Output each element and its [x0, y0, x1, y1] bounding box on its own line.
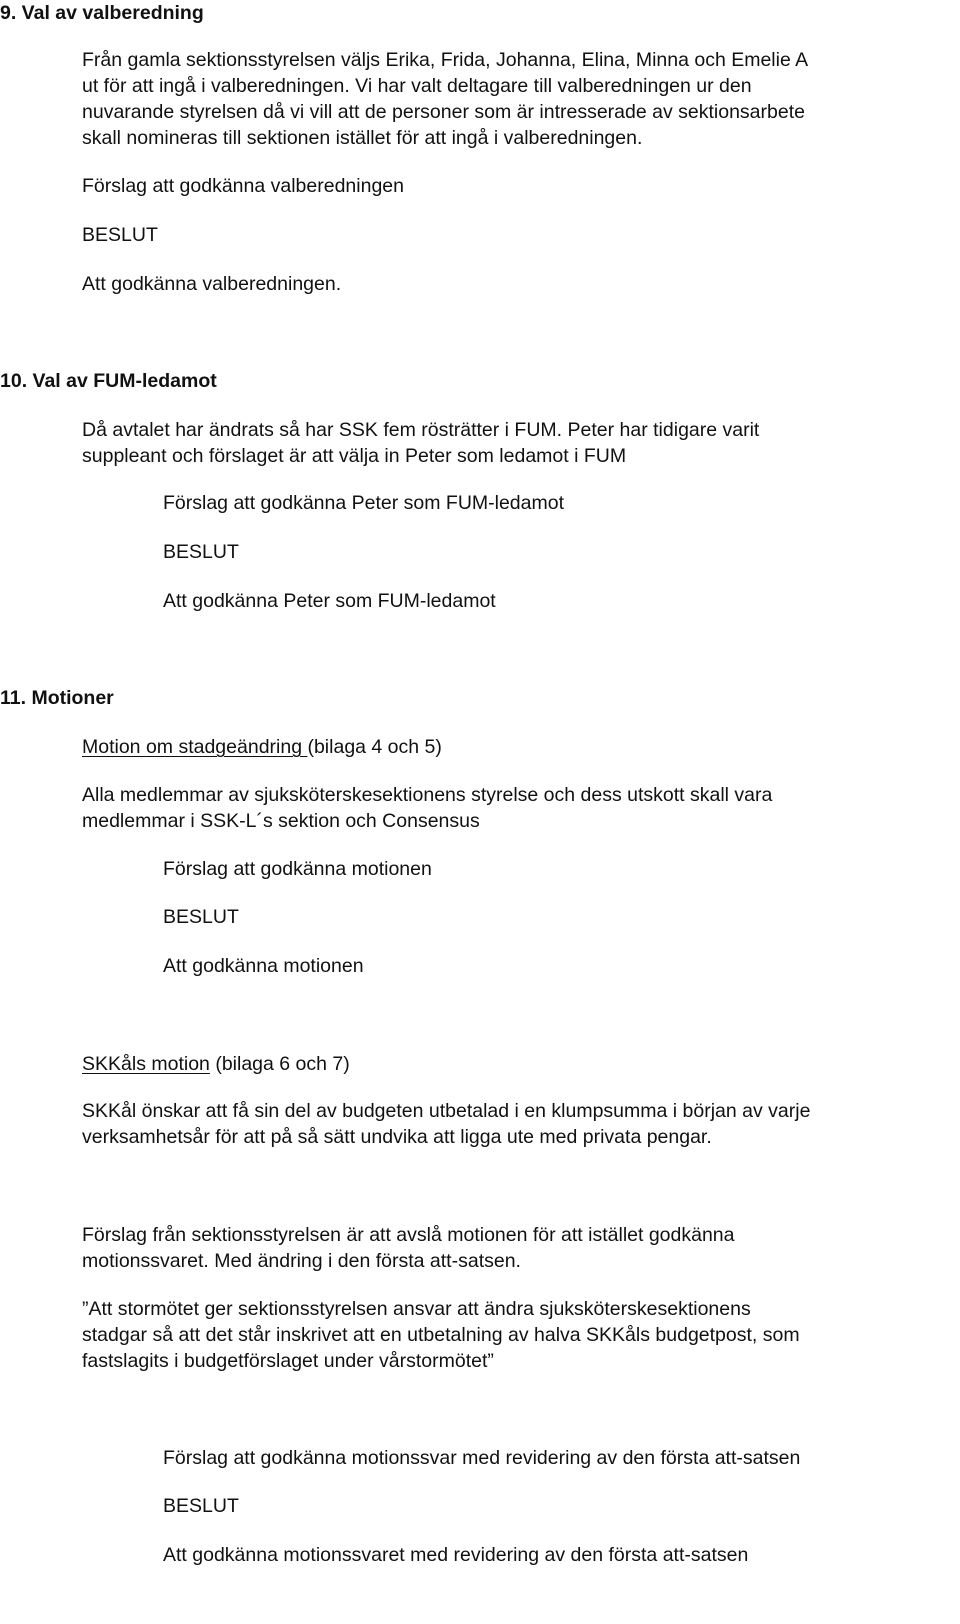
- paragraph-line: SKKål önskar att få sin del av budgeten utbetalad i en klumpsumma i början av varje: [82, 1100, 811, 1122]
- paragraph-line: medlemmar i SSK-L´s sektion och Consensus: [82, 810, 480, 832]
- motion-2-board-proposal: [82, 1222, 735, 1274]
- paragraph-line: ut för att ingå i valberedningen. Vi har valt deltagare till valberedningen ur den: [82, 75, 752, 97]
- section-9-proposal: Förslag att godkänna valberedningen: [82, 175, 404, 197]
- paragraph-line: suppleant och förslaget är att välja in Peter som ledamot i FUM: [82, 445, 627, 467]
- paragraph-line: Alla medlemmar av sjuksköterskesektionens styrelse och dess utskott skall vara: [82, 784, 773, 806]
- motion-1-paragraph: [82, 782, 772, 834]
- section-9-beslut: BESLUT: [82, 224, 158, 246]
- motion-1-proposal: Förslag att godkänna motionen: [163, 858, 432, 880]
- section-9-heading: 9. Val av valberedning: [0, 2, 204, 24]
- paragraph-line: skall nomineras till sektionen istället för att ingå i valberedningen.: [82, 127, 643, 149]
- section-9-decision: Att godkänna valberedningen.: [82, 273, 342, 295]
- paragraph-line: Förslag från sektionsstyrelsen är att avslå motionen för att istället godkänna: [82, 1224, 735, 1246]
- section-10-proposal: Förslag att godkänna Peter som FUM-ledamot: [163, 492, 565, 514]
- motion-2-paragraph: [82, 1098, 810, 1150]
- motion-2-decision: Att godkänna motionssvaret med revidering av den första att-satsen: [163, 1544, 749, 1566]
- motion-2-title-underlined: SKKåls motion: [82, 1053, 210, 1075]
- paragraph-line: nuvarande styrelsen då vi vill att de personer som är intresserade av sektionsarbete: [82, 101, 805, 123]
- paragraph-line: Från gamla sektionsstyrelsen väljs Erika, Frida, Johanna, Elina, Minna och Emelie A: [82, 49, 809, 71]
- motion-1-title: [82, 734, 442, 760]
- section-10-beslut: BESLUT: [163, 541, 239, 563]
- motion-2-quote: [82, 1296, 800, 1374]
- motion-1-title-rest: (bilaga 4 och 5): [307, 736, 442, 758]
- paragraph-line: verksamhetsår för att på så sätt undvika att ligga ute med privata pengar.: [82, 1126, 712, 1148]
- section-11-heading: 11. Motioner: [0, 687, 114, 709]
- motion-2-proposal: Förslag att godkänna motionssvar med revidering av den första att-satsen: [163, 1447, 801, 1469]
- motion-1-title-underlined: Motion om stadgeändring: [82, 736, 308, 758]
- motion-2-title: [82, 1051, 350, 1077]
- section-9-paragraph: [82, 47, 808, 151]
- paragraph-line: ”Att stormötet ger sektionsstyrelsen ansvar att ändra sjuksköterskesektionens: [82, 1298, 751, 1320]
- motion-1-decision: Att godkänna motionen: [163, 955, 364, 977]
- motion-2-title-rest: (bilaga 6 och 7): [209, 1053, 350, 1075]
- paragraph-line: motionssvaret. Med ändring i den första att-satsen.: [82, 1250, 521, 1272]
- section-10-paragraph: [82, 417, 759, 469]
- motion-2-beslut: BESLUT: [163, 1495, 239, 1517]
- section-10-heading: 10. Val av FUM-ledamot: [0, 370, 217, 392]
- paragraph-line: stadgar så att det står inskrivet att en utbetalning av halva SKKåls budgetpost, som: [82, 1324, 800, 1346]
- motion-1-beslut: BESLUT: [163, 906, 239, 928]
- paragraph-line: Då avtalet har ändrats så har SSK fem rösträtter i FUM. Peter har tidigare varit: [82, 419, 760, 441]
- paragraph-line: fastslagits i budgetförslaget under vårstormötet”: [82, 1350, 494, 1372]
- section-10-decision: Att godkänna Peter som FUM-ledamot: [163, 590, 496, 612]
